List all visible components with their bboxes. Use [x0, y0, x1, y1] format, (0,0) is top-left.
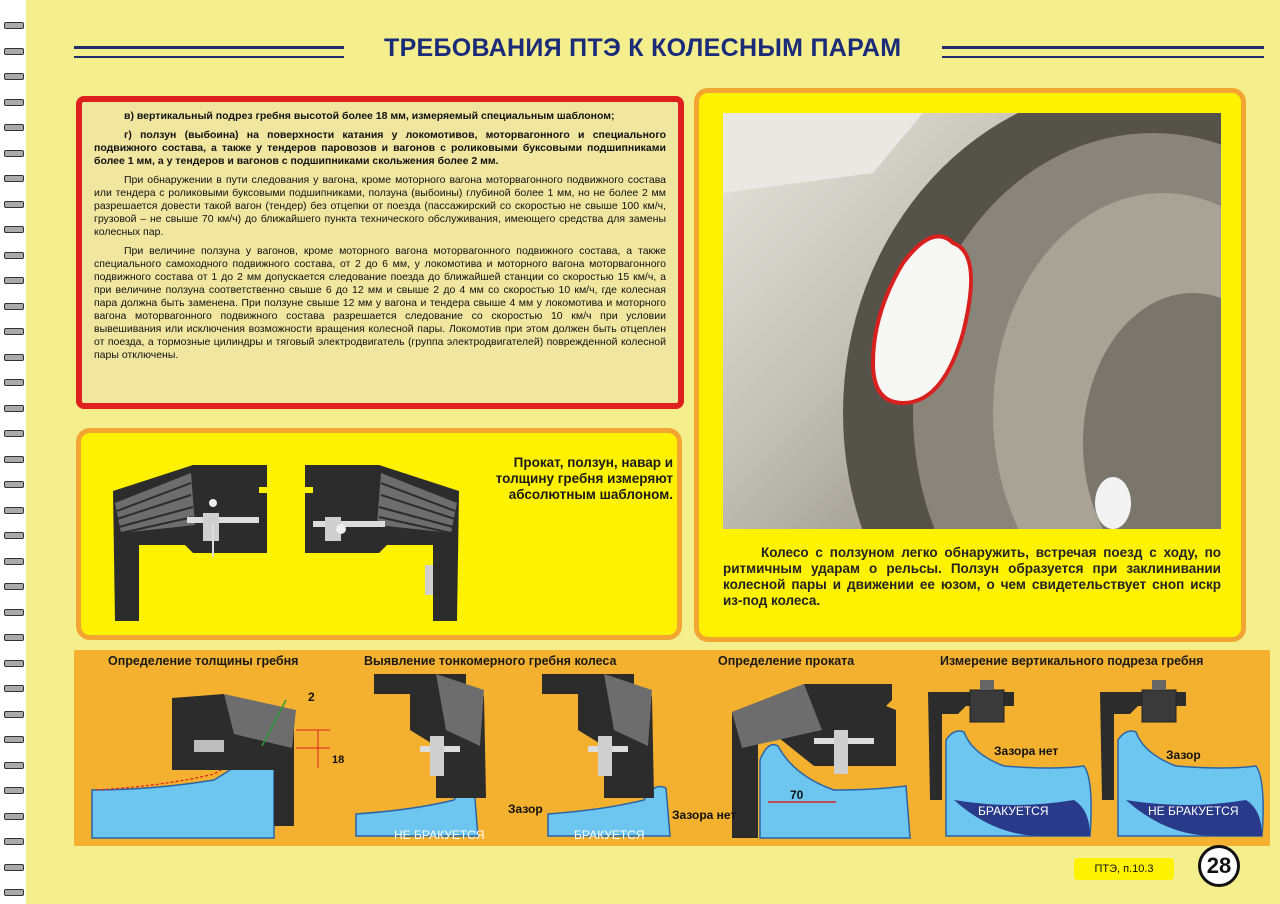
label-zazor-2: Зазор — [1166, 748, 1201, 762]
page-title: ТРЕБОВАНИЯ ПТЭ К КОЛЕСНЫМ ПАРАМ — [384, 34, 902, 62]
page — [26, 0, 1280, 904]
binding-ring — [4, 277, 24, 284]
measurement-strip — [74, 650, 1270, 846]
diagram-flange-thickness — [92, 694, 330, 838]
binding-ring — [4, 124, 24, 131]
binding-ring — [4, 22, 24, 29]
binding-ring — [4, 813, 24, 820]
binding-ring — [4, 660, 24, 667]
diagram-thin-flange-ok — [356, 674, 486, 836]
binding-ring — [4, 762, 24, 769]
label-flange-thickness: Определение толщины гребня — [108, 654, 299, 668]
label-zazora-net-2: Зазора нет — [994, 744, 1059, 758]
binding-ring — [4, 558, 24, 565]
binding-ring — [4, 303, 24, 310]
binding-ring — [4, 864, 24, 871]
gauge-description: Прокат, ползун, навар и толщину гребня измеряют абсолютным шаблоном. — [495, 455, 673, 502]
label-vertical-undercut: Измерение вертикального подреза гребня — [940, 654, 1204, 668]
pte-reference: ПТЭ, п.10.3 — [1074, 858, 1174, 880]
tag-ne-brakuetsya-1: НЕ БРАКУЕТСЯ — [394, 828, 485, 842]
binding-ring — [4, 481, 24, 488]
binding-ring — [4, 711, 24, 718]
binding-ring — [4, 532, 24, 539]
binding-ring — [4, 456, 24, 463]
mark-70: 70 — [790, 788, 804, 802]
binding-ring — [4, 609, 24, 616]
gauge-panel — [76, 428, 682, 640]
paragraph-slide-2: При величине ползуна у вагонов, кроме моторного вагона моторвагонного подвижного состава, а также специального самоходного подвижного состава, от 2 до 6 мм, у локомотива и моторного вагона моторвагонного подвижного состава от 1 до 2 мм допускается следование поезда до ближайшей станции со скоростью 15 км/ч, а при величине ползуна соответственно свыше 6 до 12 мм и свыше 2 до 4 мм со скоростью 10 км/ч, где колесная пара должна быть заменена. При ползуне свыше 12 мм у вагона и тендера свыше 4 мм у локомотива и моторного вагона моторвагонного подвижного состава разрешается следование со скоростью 10 км/ч при условии вывешивания или исключения возможности вращения колесной пары. Локомотив при этом должен быть отцеплен от поезда, а тормозные цилиндры и тяговый электродвигатель (группа электродвигателей) поврежденной колесной пары отключены. — [94, 245, 666, 361]
title-rule-left — [74, 46, 344, 58]
paragraph-g: г) ползун (выбоина) на поверхности катания у локомотивов, моторвагонного и специального подвижного состава, а также у тендеров паровозов и вагонов с роликовыми буксовыми подшипниками более 1 мм, а у тендеров и вагонов с подшипниками скольжения более 2 мм. — [94, 129, 666, 167]
binding-ring — [4, 583, 24, 590]
title-row — [74, 30, 1264, 70]
label-rolling-wear: Определение проката — [718, 654, 855, 668]
binding-ring — [4, 73, 24, 80]
tag-brakuetsya-1: БРАКУЕТСЯ — [574, 828, 645, 842]
diagram-rolling-wear — [732, 684, 910, 838]
diagram-thin-flange-reject — [542, 674, 670, 836]
binding-ring — [4, 430, 24, 437]
binding-ring — [4, 736, 24, 743]
binding-ring — [4, 379, 24, 386]
binding-ring — [4, 99, 24, 106]
requirements-text-panel — [76, 96, 684, 409]
binding-ring — [4, 150, 24, 157]
binding-ring — [4, 226, 24, 233]
binding-ring — [4, 634, 24, 641]
binding-ring — [4, 507, 24, 514]
gauge-left — [113, 465, 267, 621]
tag-ne-brakuetsya-2: НЕ БРАКУЕТСЯ — [1148, 804, 1239, 818]
paragraph-v: в) вертикальный подрез гребня высотой более 18 мм, измеряемый специальным шаблоном; — [124, 110, 615, 122]
mark-2: 2 — [308, 690, 315, 704]
binding-ring — [4, 201, 24, 208]
binding-ring — [4, 175, 24, 182]
binding-ring — [4, 48, 24, 55]
gauge-right — [305, 465, 459, 621]
binding-ring — [4, 889, 24, 896]
binding-ring — [4, 252, 24, 259]
label-zazora-net-1: Зазора нет — [672, 808, 737, 822]
binding-ring — [4, 354, 24, 361]
tag-brakuetsya-2: БРАКУЕТСЯ — [978, 804, 1049, 818]
binding-ring — [4, 405, 24, 412]
title-rule-right — [942, 46, 1264, 58]
paragraph-slide-1: При обнаружении в пути следования у вагона, кроме моторного вагона моторвагонного подвижного состава или тендера с роликовыми буксовыми подшипниками, ползуна (выбоины) глубиной более 1 мм, но не более 2 мм разрешается довести такой вагон (тендер) без отцепки от поезда (пассажирский со скоростью не свыше 100 км/ч, грузовой – не свыше 70 км/ч) до ближайшего пункта технического обслуживания, имеющего средства для замены колесных пар. — [94, 174, 666, 238]
photo-caption: Колесо с ползуном легко обнаружить, встречая поезд с ходу, по ритмичным ударам о рельсы. Ползун образуется при заклинивании колесной пары и движении ее юзом, о чем свидетельствует сноп искр из-под колеса. — [723, 545, 1221, 608]
spiral-binding — [0, 0, 26, 904]
wheel-photo-drawing — [723, 113, 1221, 529]
wheel-flat-photo — [723, 113, 1221, 529]
label-thin-flange: Выявление тонкомерного гребня колеса — [364, 654, 617, 668]
binding-ring — [4, 685, 24, 692]
page-number: 28 — [1198, 845, 1240, 887]
mark-18: 18 — [332, 754, 345, 766]
binding-ring — [4, 328, 24, 335]
binding-ring — [4, 787, 24, 794]
label-zazor-1: Зазор — [508, 802, 543, 816]
photo-panel — [694, 88, 1246, 642]
binding-ring — [4, 838, 24, 845]
